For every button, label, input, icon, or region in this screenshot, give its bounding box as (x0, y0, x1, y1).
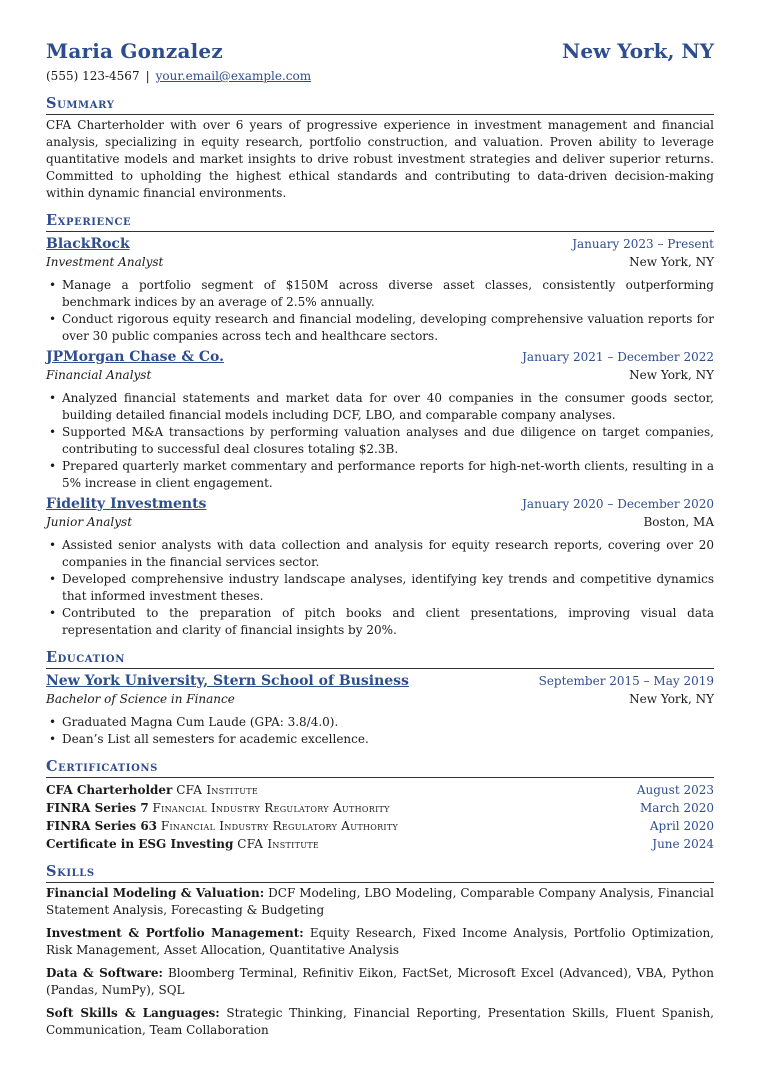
bullet-item: • Prepared quarterly market commentary and performance reports for high-net-worth clients, resulting in a 5% increase in client engagement. (62, 458, 714, 492)
candidate-location: New York, NY (562, 39, 714, 63)
certification-date: August 2023 (636, 783, 714, 797)
skill-group-text: Bloomberg Terminal, Refinitiv Eikon, FactSet, Microsoft Excel (Advanced), VBA, Python (Pandas, NumPy), SQL (46, 966, 714, 997)
experience-entry (46, 235, 714, 345)
bullet-item: • Contributed to the preparation of pitch books and client presentations, improving visual data representation and clarity of financial insights by 20%. (62, 605, 714, 639)
company-link[interactable]: BlackRock (46, 236, 130, 252)
contact-line (46, 68, 714, 85)
skills-section (46, 863, 714, 1039)
section-title-certifications: Certifications (46, 758, 714, 778)
bullet-item: • Developed comprehensive industry landscape analyses, identifying key trends and competitive dynamics that informed investment theses. (62, 571, 714, 605)
certification-row (46, 781, 714, 799)
job-bullets (46, 537, 714, 639)
skill-group-text: Equity Research, Fixed Income Analysis, Portfolio Optimization, Risk Management, Asset Allocation, Quantitative Analysis (46, 926, 714, 957)
job-bullets (46, 390, 714, 492)
certification-name: FINRA Series 7 (46, 801, 149, 815)
certification-date: April 2020 (649, 819, 714, 833)
email-link[interactable]: your.email@example.com (155, 69, 312, 83)
section-title-education: Education (46, 649, 714, 669)
education-section (46, 649, 714, 748)
certification-name: FINRA Series 63 (46, 819, 158, 833)
skill-group-label: Data & Software: (46, 966, 163, 980)
skill-group (46, 885, 714, 919)
job-dates: January 2023 – Present (572, 237, 714, 251)
school-link[interactable]: New York University, Stern School of Business (46, 673, 409, 689)
contact-separator: | (145, 69, 150, 83)
experience-entry (46, 348, 714, 492)
certification-date: June 2024 (652, 837, 714, 851)
job-location: Boston, MA (643, 515, 714, 529)
job-title: Financial Analyst (46, 368, 152, 382)
job-title: Junior Analyst (46, 515, 133, 529)
job-location: New York, NY (629, 255, 714, 269)
job-dates: January 2021 – December 2022 (522, 350, 714, 364)
certification-issuer: Financial Industry Regulatory Authority (160, 819, 399, 833)
job-title: Investment Analyst (46, 255, 164, 269)
certification-issuer: CFA Institute (237, 837, 320, 851)
education-entry (46, 672, 714, 748)
bullet-item: • Assisted senior analysts with data collection and analysis for equity research reports, covering over 20 companies in the financial services sector. (62, 537, 714, 571)
skill-group-text: Strategic Thinking, Financial Reporting, Presentation Skills, Fluent Spanish, Communication, Team Collaboration (46, 1006, 714, 1037)
skill-group-label: Financial Modeling & Valuation: (46, 886, 265, 900)
certification-issuer: CFA Institute (176, 783, 259, 797)
certification-name: CFA Charterholder (46, 783, 173, 797)
job-dates: January 2020 – December 2020 (522, 497, 714, 511)
job-bullets (46, 277, 714, 345)
skill-group (46, 925, 714, 959)
resume-header (46, 38, 714, 64)
summary-text: CFA Charterholder with over 6 years of progressive experience in investment management and financial analysis, specializing in equity research, portfolio construction, and valuation. Proven ability to leverage quantitative models and market insights to drive robust investment strategies and deliver superior returns. Committed to upholding the highest ethical standards and contributing to data-driven decision-making within dynamic financial environments. (46, 118, 714, 200)
company-link[interactable]: Fidelity Investments (46, 496, 207, 512)
education-location: New York, NY (629, 692, 714, 706)
section-title-experience: Experience (46, 212, 714, 232)
bullet-item: • Manage a portfolio segment of $150M across diverse asset classes, consistently outperforming benchmark indices by an average of 2.5% annually. (62, 277, 714, 311)
bullet-item: • Supported M&A transactions by performing valuation analyses and due diligence on target companies, contributing to successful deal closures totaling $2.3B. (62, 424, 714, 458)
section-title-skills: Skills (46, 863, 714, 883)
certification-row (46, 817, 714, 835)
degree: Bachelor of Science in Finance (46, 692, 235, 706)
skill-group (46, 965, 714, 999)
education-bullets (46, 714, 714, 748)
job-location: New York, NY (629, 368, 714, 382)
certification-issuer: Financial Industry Regulatory Authority (152, 801, 390, 815)
certifications-section (46, 758, 714, 853)
section-title-summary: Summary (46, 95, 714, 115)
certification-name: Certificate in ESG Investing (46, 837, 234, 851)
phone-number: (555) 123-4567 (46, 69, 140, 83)
company-link[interactable]: JPMorgan Chase & Co. (46, 349, 224, 365)
bullet-item: • Analyzed financial statements and market data for over 40 companies in the consumer goods sector, building detailed financial models including DCF, LBO, and comparable company analyses. (62, 390, 714, 424)
candidate-name: Maria Gonzalez (46, 39, 223, 63)
experience-entry (46, 495, 714, 639)
certification-row (46, 835, 714, 853)
summary-section (46, 95, 714, 202)
experience-section (46, 212, 714, 639)
skill-group-text: DCF Modeling, LBO Modeling, Comparable Company Analysis, Financial Statement Analysis, Forecasting & Budgeting (46, 886, 714, 917)
skill-group (46, 1005, 714, 1039)
education-dates: September 2015 – May 2019 (538, 674, 714, 688)
bullet-item: • Dean’s List all semesters for academic excellence. (62, 731, 714, 748)
skill-group-label: Soft Skills & Languages: (46, 1006, 220, 1020)
bullet-item: • Graduated Magna Cum Laude (GPA: 3.8/4.0). (62, 714, 714, 731)
skill-group-label: Investment & Portfolio Management: (46, 926, 304, 940)
certification-date: March 2020 (640, 801, 714, 815)
bullet-item: • Conduct rigorous equity research and financial modeling, developing comprehensive valuation reports for over 30 public companies across tech and healthcare sectors. (62, 311, 714, 345)
certification-row (46, 799, 714, 817)
certification-list (46, 781, 714, 853)
